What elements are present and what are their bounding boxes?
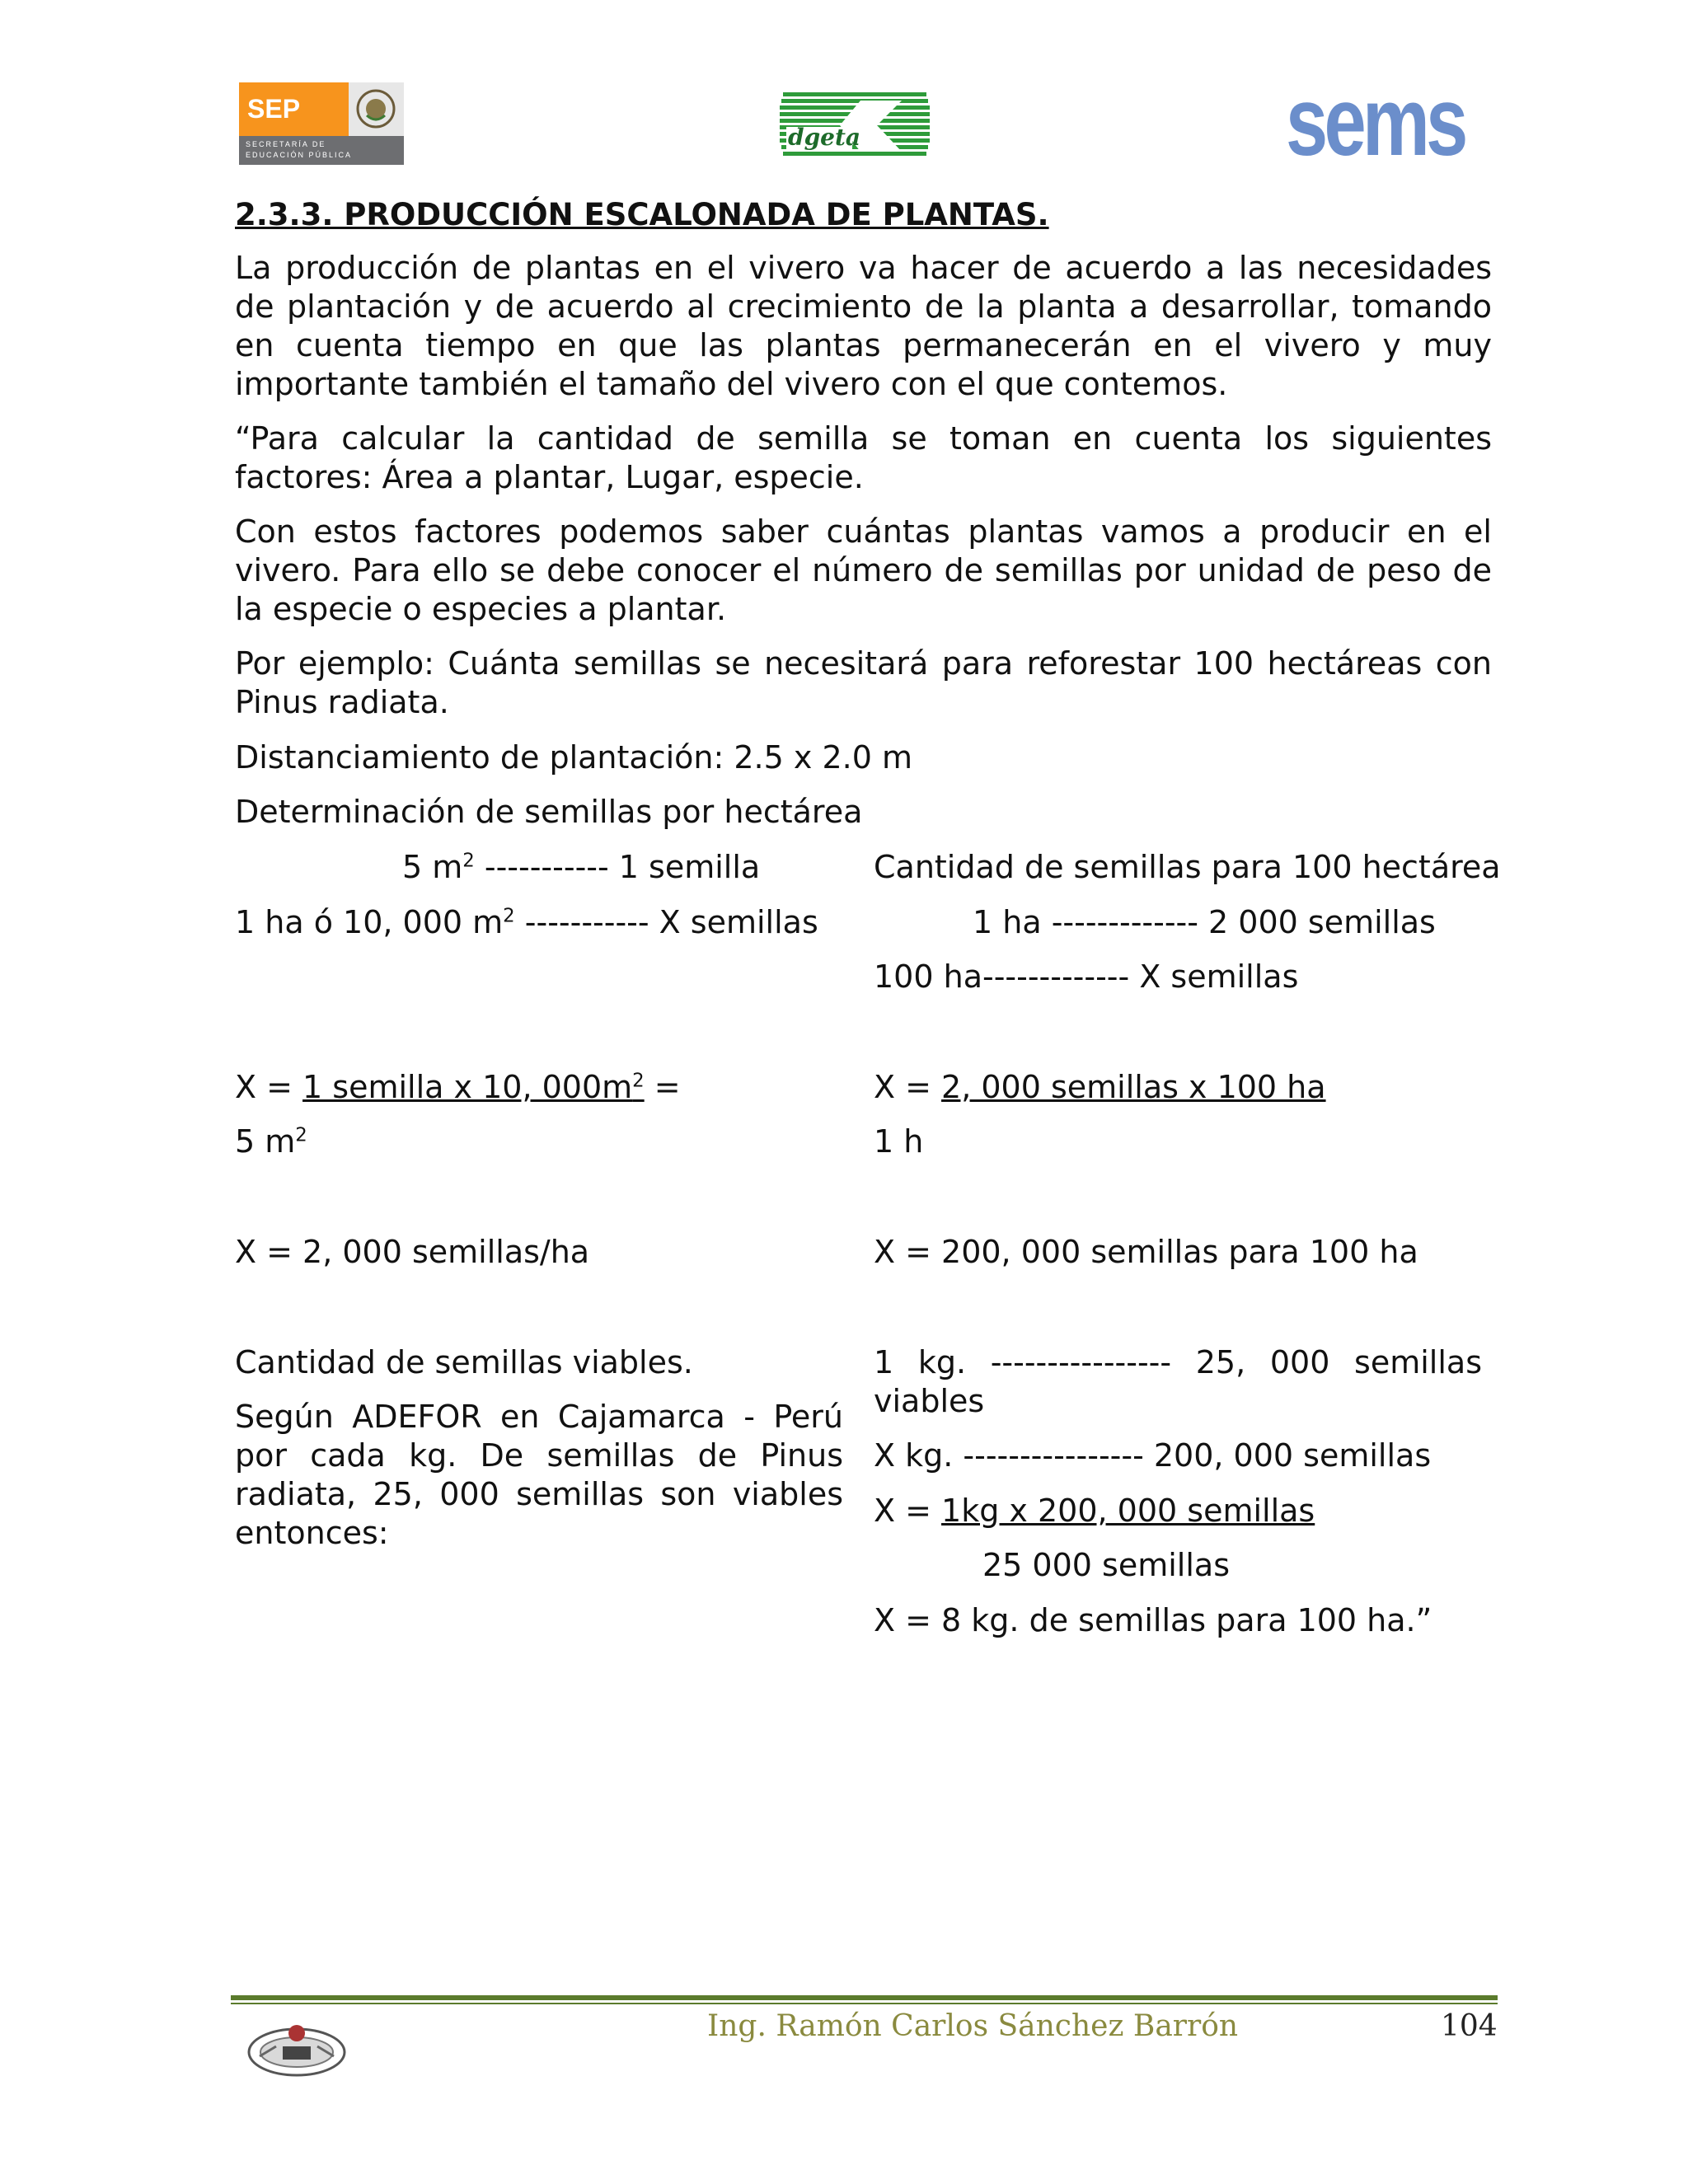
dgeta-logo [778, 91, 931, 161]
right-title: Cantidad de semillas para 100 hectárea [874, 849, 1501, 885]
paragraph-spacing: Distanciamiento de plantación: 2.5 x 2.0 m [235, 739, 912, 776]
final-result: X = 8 kg. de semillas para 100 ha.” [874, 1602, 1432, 1638]
eq-suffix: = [644, 1069, 681, 1105]
eq-prefix: X = [874, 1069, 942, 1105]
right-rule-line-1: 1 ha ------------- 2 000 semillas [973, 904, 1436, 940]
mexico-seal-icon [349, 82, 404, 136]
right-eq2-numerator: 1kg x 200, 000 semillas [941, 1493, 1315, 1529]
eq-prefix: X = [874, 1493, 942, 1529]
eq-prefix: X = [235, 1069, 303, 1105]
left-rule-line-2 [235, 903, 818, 942]
superscript-2: 2 [295, 1124, 307, 1146]
sep-logo-caption [239, 136, 404, 165]
footer-rule-thick [231, 1995, 1498, 2000]
paragraph-plants: Con estos factores podemos saber cuántas plantas vamos a producir en el vivero. Para ello se debe conocer el número de semillas por unidad de peso de la especie o especies a plantar. [235, 513, 1492, 627]
paragraph-example: Por ejemplo: Cuánta semillas se necesitará para reforestar 100 hectáreas con Pinus radiata. [235, 645, 1492, 720]
left-rule-line-1 [402, 848, 760, 887]
school-emblem-icon [243, 2015, 350, 2081]
sep-logo [239, 82, 404, 165]
xkg-line: X kg. ---------------- 200, 000 semillas [874, 1437, 1432, 1474]
page-number: 104 [1441, 2009, 1498, 2043]
left-equation-1 [235, 1068, 681, 1107]
paragraph-intro: La producción de plantas en el vivero va hacer de acuerdo a las necesidades de plantación y de acuerdo al crecimiento de la planta a desarrollar, tomando en cuenta tiempo en que las plantas permanecerán en el vivero y muy importante también el tamaño del vivero con el que contemos. [235, 250, 1492, 402]
viable-title: Cantidad de semillas viables. [235, 1344, 693, 1380]
superscript-2: 2 [462, 850, 475, 872]
footer-rule-thin [231, 2003, 1498, 2004]
dgeta-logo-text: dgeta [788, 124, 861, 151]
kg-line: 1 kg. ---------------- 25, 000 semillas viables [874, 1344, 1482, 1419]
left-rule2-a: 1 ha ó 10, 000 m [235, 904, 504, 940]
left-eq1-den: 5 m [235, 1123, 296, 1160]
right-equation-2 [874, 1492, 1315, 1530]
sep-caption-line2: EDUCACIÓN PÚBLICA [246, 151, 353, 159]
left-equation-1-denominator [235, 1122, 307, 1161]
right-equation-2-denominator: 25 000 semillas [982, 1547, 1230, 1583]
left-result: X = 2, 000 semillas/ha [235, 1234, 590, 1270]
right-eq1-numerator: 2, 000 semillas x 100 ha [941, 1069, 1326, 1105]
sems-logo: sems [1286, 68, 1465, 176]
sep-caption-line1: SECRETARÍA DE [246, 140, 326, 148]
right-result: X = 200, 000 semillas para 100 ha [874, 1234, 1418, 1270]
left-eq1-numerator [302, 1069, 645, 1105]
sep-logo-abbr: SEP [239, 82, 349, 136]
right-rule-line-2: 100 ha------------- X semillas [874, 958, 1299, 995]
section-title: 2.3.3. PRODUCCIÓN ESCALONADA DE PLANTAS. [235, 197, 1049, 232]
superscript-2: 2 [632, 1070, 645, 1092]
left-rule1-a: 5 m [402, 849, 463, 885]
paragraph-factors: “Para calcular la cantidad de semilla se toman en cuenta los siguientes factores: Área a plantar, Lugar, especie. [235, 420, 1492, 495]
right-equation-1 [874, 1068, 1326, 1107]
viable-text: Según ADEFOR en Cajamarca - Perú por cada kg. De semillas de Pinus radiata, 25, 000 semillas son viables entonces: [235, 1399, 843, 1551]
left-rule2-b: ----------- X semillas [514, 904, 818, 940]
left-eq1-num-text: 1 semilla x 10, 000m [302, 1069, 633, 1105]
footer-author: Ing. Ramón Carlos Sánchez Barrón [707, 2009, 1239, 2043]
paragraph-determination: Determinación de semillas por hectárea [235, 794, 863, 830]
right-equation-1-denominator: 1 h [874, 1123, 924, 1160]
left-rule1-b: ----------- 1 semilla [474, 849, 761, 885]
superscript-2: 2 [503, 905, 515, 927]
